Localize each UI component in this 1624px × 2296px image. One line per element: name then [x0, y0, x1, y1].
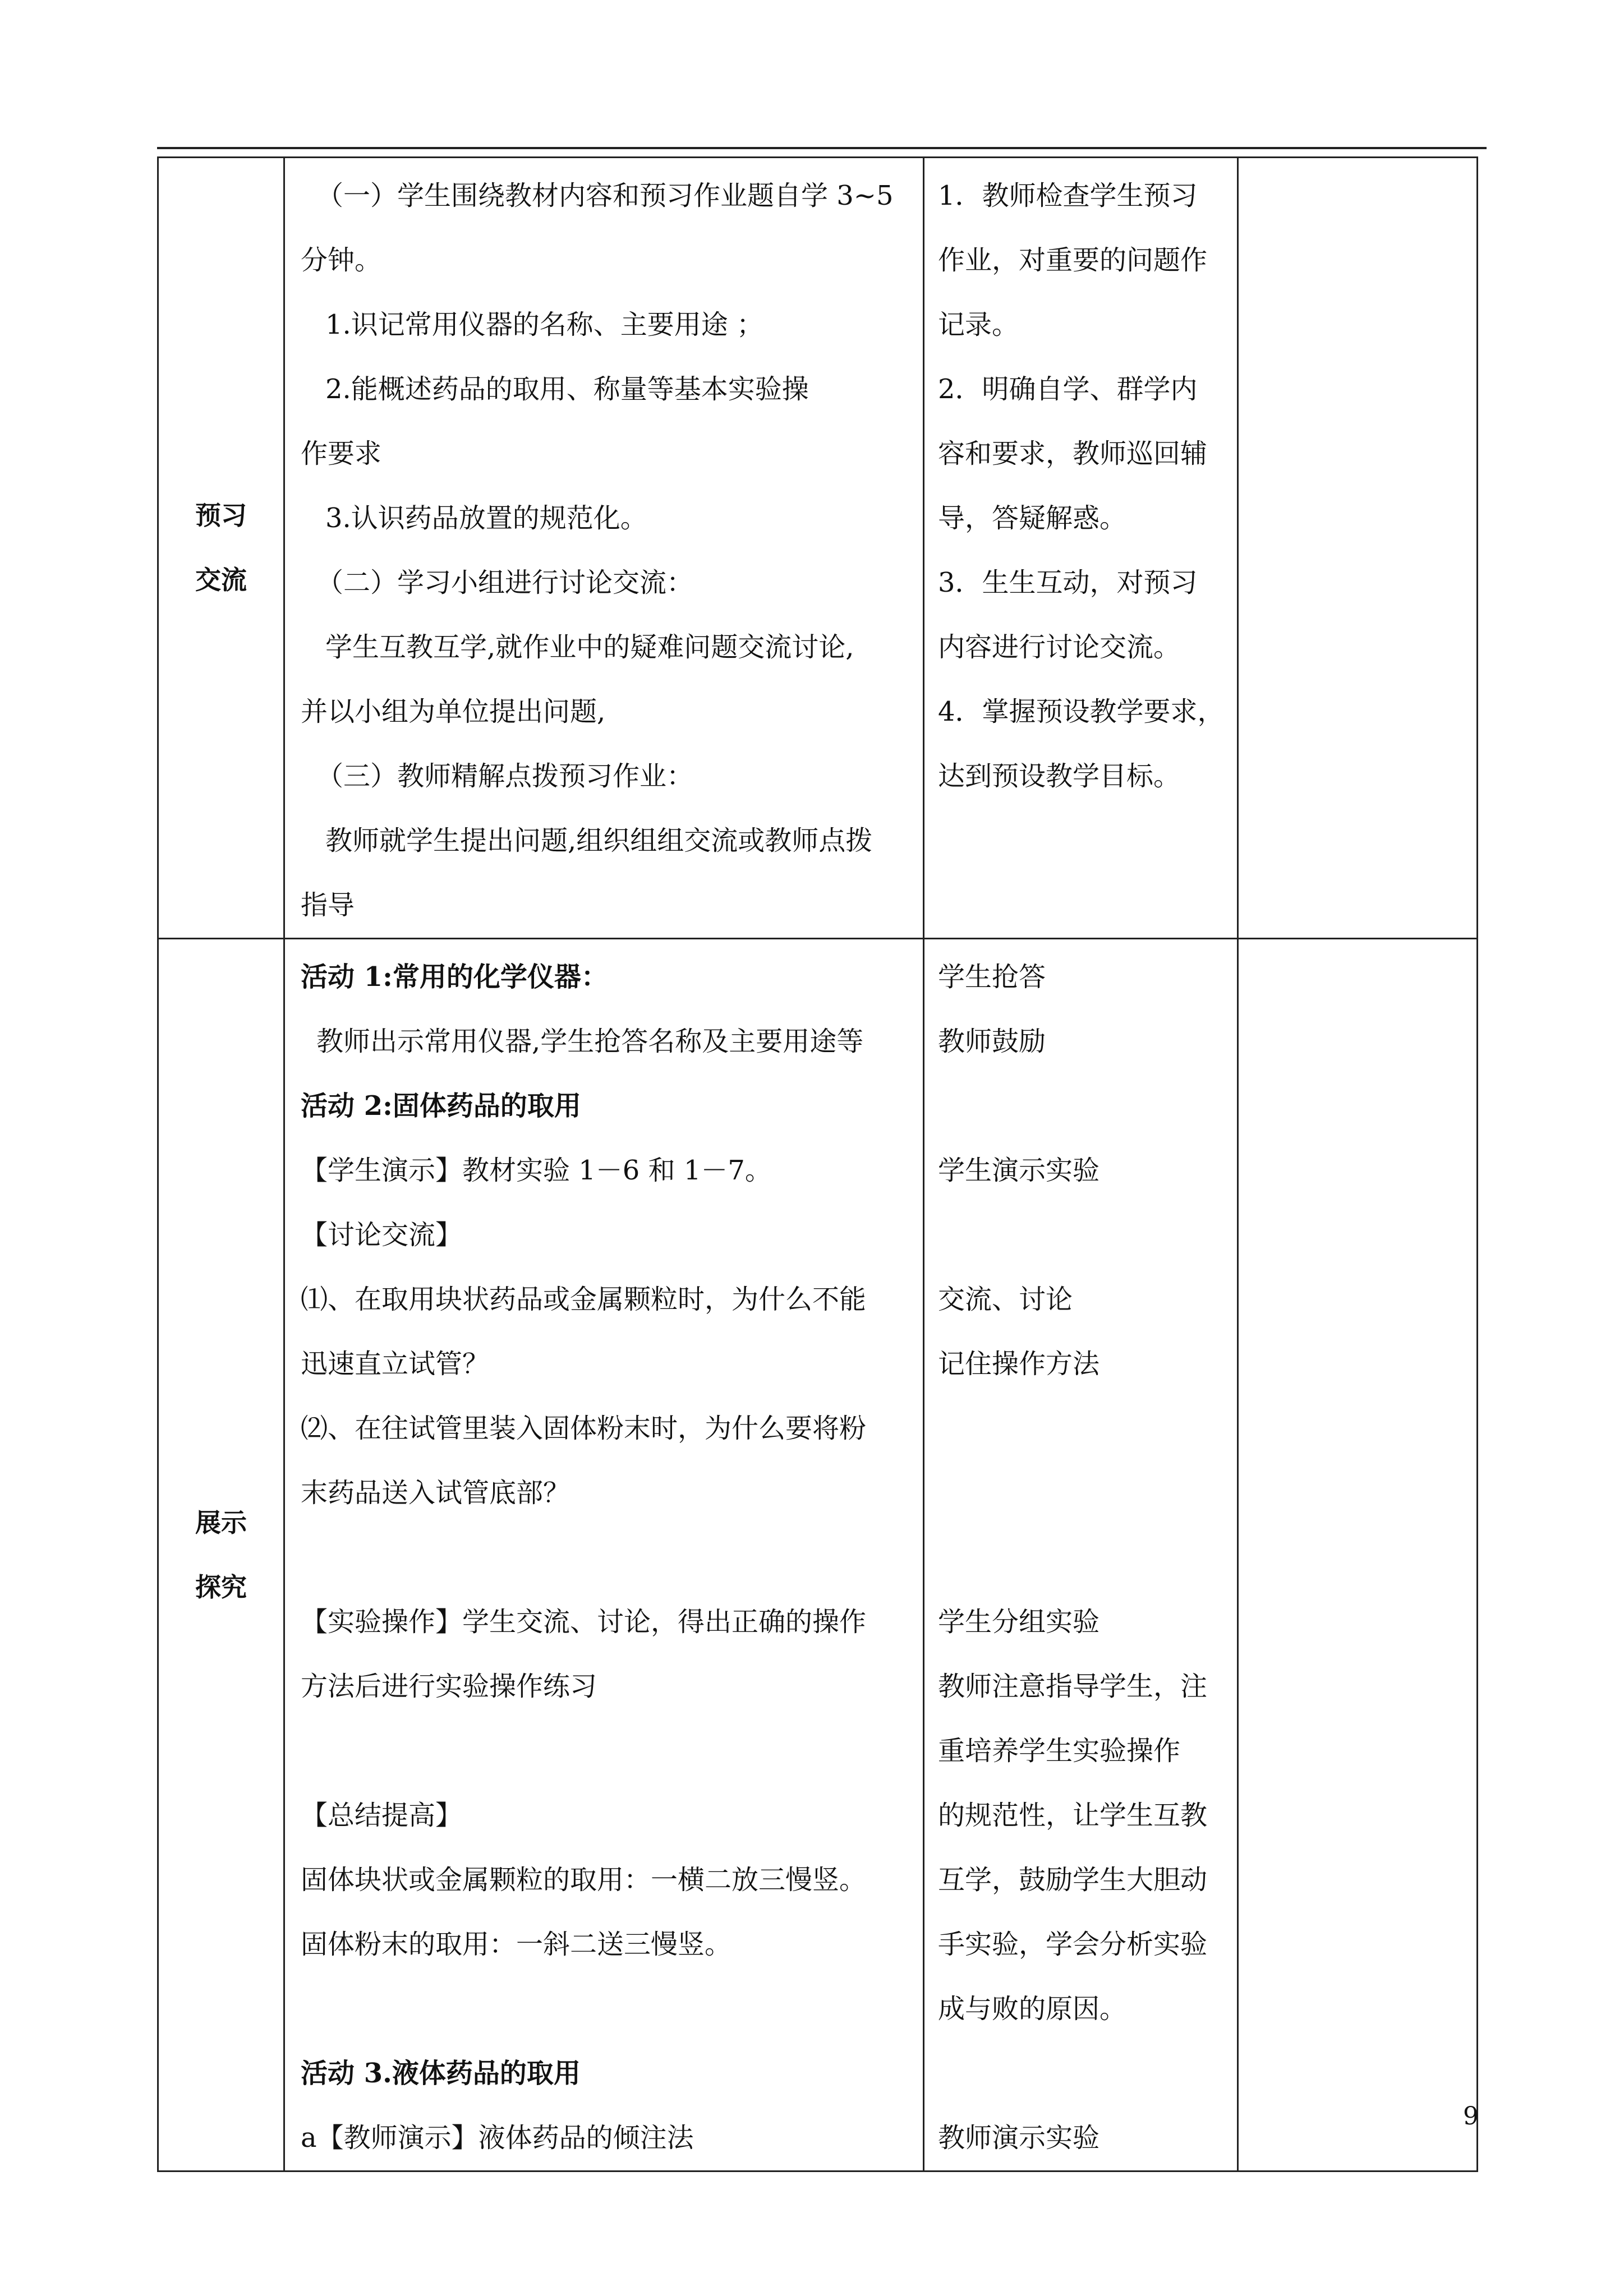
activity-line: （一）学生围绕教材内容和预习作业题自学 3~5 — [316, 180, 894, 211]
guidance-line: 学生分组实验 — [938, 1606, 1100, 1638]
section-label-explore — [158, 939, 284, 2171]
label-line: 展示 — [195, 1507, 247, 1538]
table-row — [158, 158, 1478, 939]
activity-line: 2.能概述药品的取用、称量等基本实验操 — [325, 374, 809, 405]
activity-line: 【实验操作】学生交流、讨论，得出正确的操作 — [301, 1606, 867, 1638]
label-line: 预习 — [195, 500, 247, 531]
guidance-line: 互学，鼓励学生大胆动 — [938, 1864, 1208, 1896]
guidance-line: 教师注意指导学生，注 — [938, 1671, 1208, 1702]
guidance-line: 容和要求，教师巡回辅 — [938, 438, 1208, 469]
guidance-line: 3．生生互动，对预习 — [938, 567, 1198, 598]
guidance-line: 4．掌握预设教学要求， — [938, 696, 1225, 727]
guidance-line — [938, 1396, 1231, 1461]
guidance-line: 学生抢答 — [938, 961, 1046, 993]
guidance-line — [938, 1074, 1231, 1138]
activity-cell — [284, 158, 924, 939]
guidance-line: 教师演示实验 — [938, 2122, 1100, 2154]
activity-line — [301, 1719, 914, 1783]
activity-line: 固体粉末的取用：一斜二送三慢竖。 — [301, 1929, 732, 1960]
activity-line: 固体块状或金属颗粒的取用：一横二放三慢竖。 — [301, 1864, 867, 1896]
page-number: 9 — [1463, 2102, 1479, 2131]
guidance-line: 达到预设教学目标。 — [938, 760, 1181, 792]
activity-line: 教师就学生提出问题,组织组组交流或教师点拨 — [325, 825, 873, 856]
activity-line: （三）教师精解点拨预习作业： — [316, 760, 694, 792]
guidance-line: 记录。 — [938, 309, 1019, 340]
activity-line: 迅速直立试管？ — [301, 1348, 490, 1380]
guidance-line: 记住操作方法 — [938, 1348, 1100, 1380]
guidance-line: 导，答疑解惑。 — [938, 502, 1127, 534]
guidance-line: 成与败的原因。 — [938, 1993, 1127, 2025]
guidance-line: 重培养学生实验操作 — [938, 1735, 1181, 1767]
guidance-line — [938, 1525, 1231, 1590]
guidance-line: 交流、讨论 — [938, 1284, 1073, 1315]
guidance-line: 手实验，学会分析实验 — [938, 1929, 1208, 1960]
activity-heading: 活动 2:固体药品的取用 — [301, 1090, 581, 1122]
guidance-line: 1．教师检查学生预习 — [938, 180, 1198, 211]
activity-line: 学生互教互学,就作业中的疑难问题交流讨论, — [325, 631, 854, 663]
activity-line — [301, 1977, 914, 2041]
guidance-line: 的规范性，让学生互教 — [938, 1800, 1208, 1831]
activity-line: 方法后进行实验操作练习 — [301, 1671, 597, 1702]
guidance-line: 学生演示实验 — [938, 1155, 1100, 1186]
activity-line: 分钟。 — [301, 245, 382, 276]
guidance-line: 2．明确自学、群学内 — [938, 374, 1198, 405]
guidance-line: 内容进行讨论交流。 — [938, 631, 1181, 663]
notes-cell — [1238, 939, 1478, 2171]
guidance-cell — [924, 158, 1238, 939]
activity-heading: 活动 1:常用的化学仪器： — [301, 961, 608, 993]
activity-line: 1.识记常用仪器的名称、主要用途 ； — [325, 309, 764, 340]
activity-line: （二）学习小组进行讨论交流： — [316, 567, 694, 598]
notes-cell — [1238, 158, 1478, 939]
activity-cell — [284, 939, 924, 2171]
activity-line: 3.认识药品放置的规范化。 — [325, 502, 647, 534]
activity-line — [301, 1525, 914, 1590]
activity-line: 并以小组为单位提出问题, — [301, 696, 606, 727]
activity-line: ⑴、在取用块状药品或金属颗粒时，为什么不能 — [301, 1284, 867, 1315]
activity-line: 【总结提高】 — [301, 1800, 463, 1831]
lesson-plan-table — [157, 156, 1478, 2172]
guidance-line — [938, 1461, 1231, 1525]
guidance-line: 作业，对重要的问题作 — [938, 245, 1208, 276]
guidance-cell — [924, 939, 1238, 2171]
label-line: 探究 — [195, 1571, 247, 1602]
guidance-line — [938, 2041, 1231, 2106]
activity-line: 作要求 — [301, 438, 382, 469]
guidance-line: 教师鼓励 — [938, 1026, 1046, 1057]
label-line: 交流 — [195, 565, 247, 595]
activity-heading: 活动 3.液体药品的取用 — [301, 2058, 581, 2089]
section-label-preview — [158, 158, 284, 939]
activity-line: ⑵、在往试管里装入固体粉末时，为什么要将粉 — [301, 1413, 867, 1444]
table-row — [158, 939, 1478, 2171]
activity-line: 教师出示常用仪器,学生抢答名称及主要用途等 — [316, 1026, 864, 1057]
activity-line: 【讨论交流】 — [301, 1219, 463, 1251]
guidance-line — [938, 1203, 1231, 1267]
header-rule — [157, 147, 1487, 149]
activity-line: 【学生演示】教材实验 1－6 和 1－7。 — [301, 1155, 772, 1186]
activity-line: a【教师演示】液体药品的倾注法 — [301, 2122, 694, 2154]
activity-line: 末药品送入试管底部？ — [301, 1477, 571, 1509]
activity-line: 指导 — [301, 889, 355, 921]
